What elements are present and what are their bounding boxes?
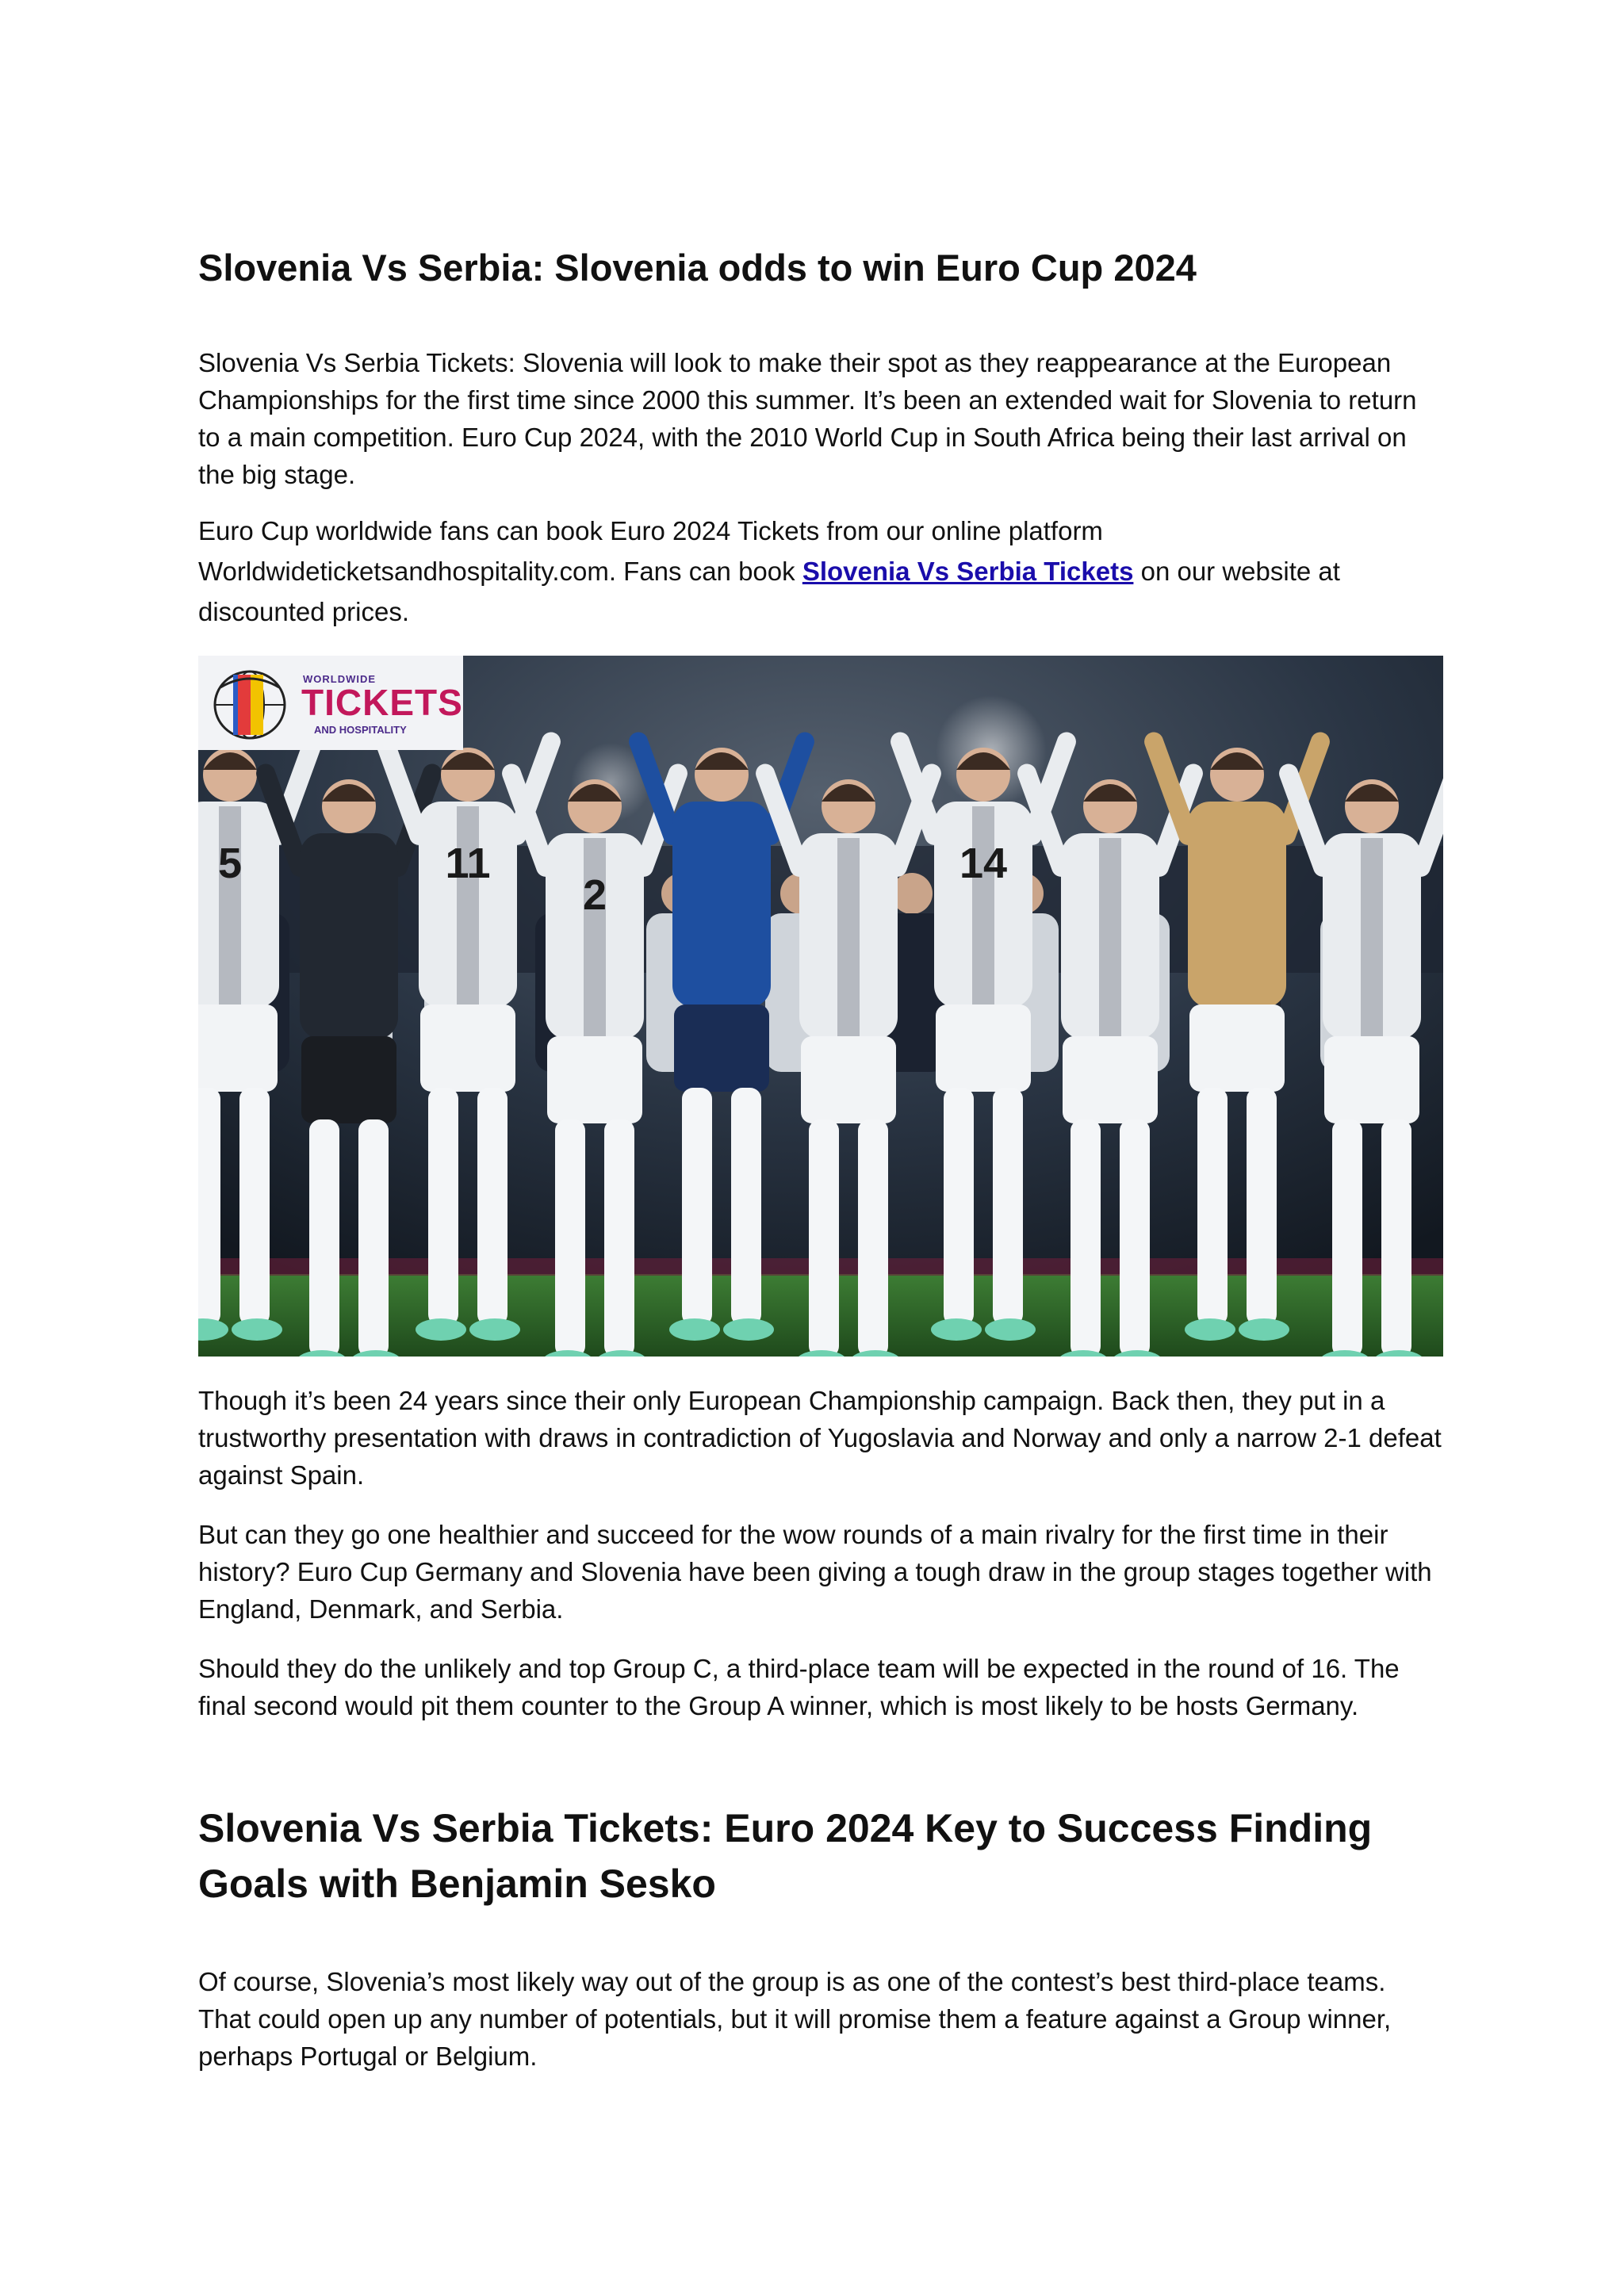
paragraph-group-draw: But can they go one healthier and succeed for the wow rounds of a main rivalry for the first time in their history? Euro Cup Germany and Slovenia have been giving a tough draw in the group stages together with England, Denmark, and Serbia. [198, 1520, 1432, 1624]
slovenia-serbia-tickets-link[interactable]: Slovenia Vs Serbia Tickets [802, 557, 1134, 586]
page-title: Slovenia Vs Serbia: Slovenia odds to win Euro Cup 2024 [198, 247, 1197, 289]
intro-paragraph: Slovenia Vs Serbia Tickets: Slovenia will look to make their spot as they reappearance at the European Championships for the first time since 2000 this summer. It’s been an extended wait for Slovenia to return to a main competition. Euro Cup 2024, with the 2010 World Cup in South Africa being their last arrival on the big stage. [198, 348, 1417, 489]
shirt-number: 2 [582, 871, 607, 919]
team-celebration-photo [198, 656, 1443, 1357]
logo-text-main: TICKETS [301, 682, 463, 723]
shirt-number: 14 [959, 840, 1008, 887]
shirt-number: 11 [445, 840, 491, 887]
booking-paragraph [198, 511, 1443, 632]
logo-text-top: WORLDWIDE [303, 673, 377, 685]
paragraph-third-place: Of course, Slovenia’s most likely way out of the group is as one of the contest’s best third-place teams. That could open up any number of potentials, but it will promise them a feature against a Group winner, perhaps Portugal or Belgium. [198, 1967, 1392, 2071]
paragraph-history: Though it’s been 24 years since their only European Championship campaign. Back then, they put in a trustworthy presentation with draws in contradiction of Yugoslavia and Norway and only a narrow 2-1 defeat against Spain. [198, 1386, 1442, 1490]
paragraph-group-c: Should they do the unlikely and top Group C, a third-place team will be expected in the round of 16. The final second would pit them counter to the Group A winner, which is most likely to be hosts Germany. [198, 1654, 1400, 1720]
logo-text-bottom: AND HOSPITALITY [314, 724, 407, 736]
shirt-number: 5 [217, 840, 243, 887]
globe-logo-icon [206, 664, 293, 743]
celebration-illustration [198, 656, 1443, 1357]
booking-text-before-link: Euro Cup worldwide fans can book Euro 2024 Tickets from our online platform Worldwideticketsandhospitality.com. Fans can book [198, 516, 1103, 586]
section-heading: Slovenia Vs Serbia Tickets: Euro 2024 Key to Success Finding Goals with Benjamin Sesko [198, 1806, 1373, 1906]
booking-text-after-link: on our website at discounted prices. [198, 557, 1340, 626]
worldwide-tickets-logo [198, 656, 463, 750]
